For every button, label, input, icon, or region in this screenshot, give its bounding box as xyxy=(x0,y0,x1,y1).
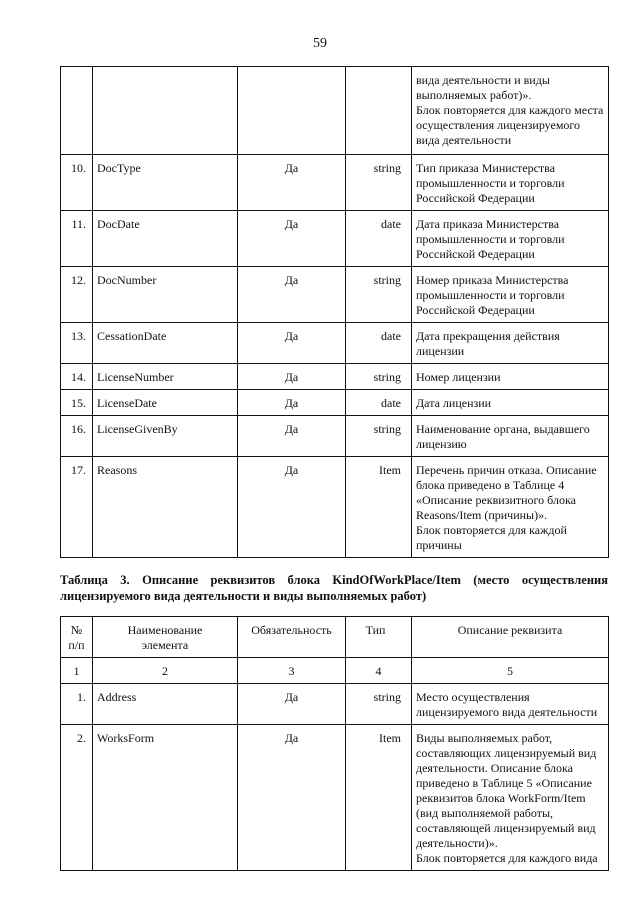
type-value: string xyxy=(346,364,412,390)
description-line: Блок повторяется для каждого места xyxy=(416,103,604,117)
table-row xyxy=(61,211,609,267)
description-line: причины xyxy=(416,538,462,552)
description-cell xyxy=(412,267,609,323)
type-value xyxy=(346,67,412,155)
type-value: Item xyxy=(346,725,412,871)
description-cell xyxy=(412,457,609,558)
table-row xyxy=(61,67,609,155)
header-name: Наименование элемента xyxy=(93,617,238,658)
description-cell xyxy=(412,155,609,211)
row-number: 11. xyxy=(61,211,93,267)
column-index: 4 xyxy=(346,658,412,684)
description-line: Блок повторяется для каждой xyxy=(416,523,567,537)
table-row xyxy=(61,323,609,364)
column-index: 2 xyxy=(93,658,238,684)
type-value: string xyxy=(346,416,412,457)
required-value: Да xyxy=(238,725,346,871)
row-number: 13. xyxy=(61,323,93,364)
description-line: блока приведено в Таблице 4 xyxy=(416,478,565,492)
description-line: Перечень причин отказа. Описание xyxy=(416,463,597,477)
element-name: DocType xyxy=(93,155,238,211)
header-type: Тип xyxy=(346,617,412,658)
description-line: составляющей лицензируемый вид xyxy=(416,821,596,835)
description-line: лицензируемого вида деятельности xyxy=(416,705,598,719)
description-line: Российской Федерации xyxy=(416,191,535,205)
row-number: 14. xyxy=(61,364,93,390)
element-name: DocDate xyxy=(93,211,238,267)
description-line: вида деятельности и виды xyxy=(416,73,550,87)
description-line: лицензии xyxy=(416,344,465,358)
description-line: лицензию xyxy=(416,437,467,451)
required-value: Да xyxy=(238,457,346,558)
table-row xyxy=(61,725,609,871)
description-line: вида деятельности xyxy=(416,133,512,147)
table-3-caption xyxy=(60,572,608,604)
type-value: date xyxy=(346,323,412,364)
row-number: 1. xyxy=(61,684,93,725)
description-line: (вид выполняемой работы, xyxy=(416,806,554,820)
type-value: string xyxy=(346,155,412,211)
row-number: 2. xyxy=(61,725,93,871)
description-cell xyxy=(412,390,609,416)
description-line: промышленности и торговли xyxy=(416,176,565,190)
table-row xyxy=(61,155,609,211)
description-line: Дата лицензии xyxy=(416,396,492,410)
required-value xyxy=(238,67,346,155)
required-value: Да xyxy=(238,416,346,457)
row-number: 16. xyxy=(61,416,93,457)
table-3-caption-line-1: Таблица 3. Описание реквизитов блока KindOfWorkPlace/Item (место осуществления xyxy=(60,573,608,587)
description-line: Номер лицензии xyxy=(416,370,501,384)
row-number: 10. xyxy=(61,155,93,211)
description-line: деятельности. Описание блока xyxy=(416,761,573,775)
element-name: LicenseGivenBy xyxy=(93,416,238,457)
required-value: Да xyxy=(238,684,346,725)
description-cell xyxy=(412,725,609,871)
table-row xyxy=(61,364,609,390)
column-index: 3 xyxy=(238,658,346,684)
table-header-row xyxy=(61,617,609,658)
description-cell xyxy=(412,364,609,390)
description-cell xyxy=(412,211,609,267)
table-row xyxy=(61,267,609,323)
description-line: Наименование органа, выдавшего xyxy=(416,422,590,436)
description-cell xyxy=(412,416,609,457)
description-line: реквизитов блока WorkForm/Item xyxy=(416,791,586,805)
description-line: Дата прекращения действия xyxy=(416,329,560,343)
element-name: CessationDate xyxy=(93,323,238,364)
element-name: LicenseDate xyxy=(93,390,238,416)
description-cell xyxy=(412,323,609,364)
description-line: Reasons/Item (причины)». xyxy=(416,508,548,522)
header-description: Описание реквизита xyxy=(412,617,609,658)
type-value: string xyxy=(346,267,412,323)
element-name xyxy=(93,67,238,155)
page-number: 59 xyxy=(313,36,327,51)
element-name: WorksForm xyxy=(93,725,238,871)
column-index: 1 xyxy=(61,658,93,684)
description-line: осуществления лицензируемого xyxy=(416,118,581,132)
description-line: Номер приказа Министерства xyxy=(416,273,569,287)
required-value: Да xyxy=(238,364,346,390)
type-value: date xyxy=(346,211,412,267)
element-name: Reasons xyxy=(93,457,238,558)
row-number xyxy=(61,67,93,155)
description-line: промышленности и торговли xyxy=(416,232,565,246)
requisites-table-continued xyxy=(60,66,609,558)
table-3-caption-line-2: лицензируемого вида деятельности и виды выполняемых работ) xyxy=(60,589,427,603)
header-num: № п/п xyxy=(61,617,93,658)
table-row xyxy=(61,416,609,457)
row-number: 15. xyxy=(61,390,93,416)
description-cell xyxy=(412,67,609,155)
element-name: DocNumber xyxy=(93,267,238,323)
element-name: LicenseNumber xyxy=(93,364,238,390)
required-value: Да xyxy=(238,267,346,323)
column-index-row xyxy=(61,658,609,684)
description-line: Тип приказа Министерства xyxy=(416,161,555,175)
required-value: Да xyxy=(238,390,346,416)
row-number: 12. xyxy=(61,267,93,323)
requisites-table-3 xyxy=(60,616,609,871)
table-row xyxy=(61,390,609,416)
required-value: Да xyxy=(238,323,346,364)
description-line: Дата приказа Министерства xyxy=(416,217,560,231)
description-line: выполняемых работ)». xyxy=(416,88,532,102)
table-row xyxy=(61,684,609,725)
type-value: date xyxy=(346,390,412,416)
type-value: string xyxy=(346,684,412,725)
description-line: Российской Федерации xyxy=(416,247,535,261)
description-line: составляющих лицензируемый вид xyxy=(416,746,597,760)
description-line: Место осуществления xyxy=(416,690,530,704)
description-line: приведено в Таблице 5 «Описание xyxy=(416,776,592,790)
description-line: Виды выполняемых работ, xyxy=(416,731,553,745)
table-row xyxy=(61,457,609,558)
description-cell xyxy=(412,684,609,725)
description-line: Блок повторяется для каждого вида xyxy=(416,851,598,865)
header-required: Обязательность xyxy=(238,617,346,658)
element-name: Address xyxy=(93,684,238,725)
type-value: Item xyxy=(346,457,412,558)
description-line: Российской Федерации xyxy=(416,303,535,317)
description-line: промышленности и торговли xyxy=(416,288,565,302)
column-index: 5 xyxy=(412,658,609,684)
required-value: Да xyxy=(238,211,346,267)
description-line: «Описание реквизитного блока xyxy=(416,493,576,507)
required-value: Да xyxy=(238,155,346,211)
row-number: 17. xyxy=(61,457,93,558)
description-line: деятельности)». xyxy=(416,836,498,850)
